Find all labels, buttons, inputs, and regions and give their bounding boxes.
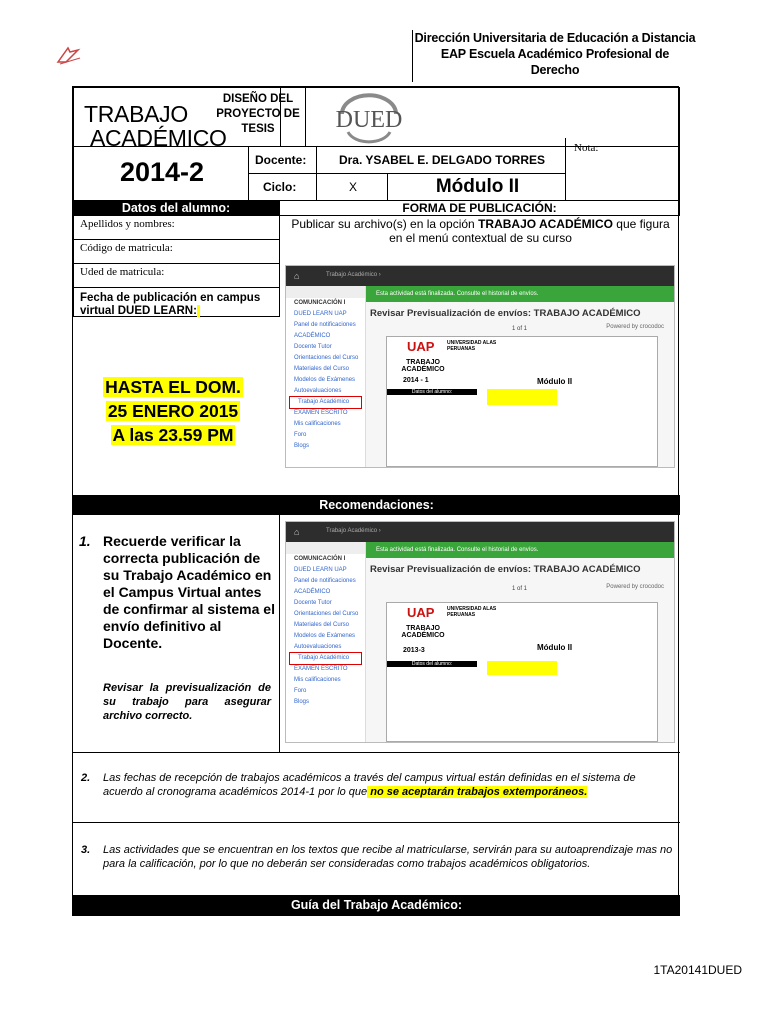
- fecha-text: Fecha de publicación en campus virtual DUED LEARN:: [80, 292, 261, 317]
- title-line-2: ACADÉMICO: [90, 125, 227, 151]
- docente-label: Docente:: [255, 153, 307, 167]
- recommendation-item-3: [73, 823, 680, 895]
- course-cell: [209, 87, 305, 147]
- thumb-modulo: Módulo II: [537, 643, 573, 652]
- thumb-deadline: [487, 661, 557, 675]
- menu-item: ACADÉMICO: [294, 589, 331, 595]
- menu-item: Autoevaluaciones: [294, 644, 342, 650]
- status-bar: Esta actividad está finalizada. Consulte el historial de envíos.: [366, 286, 674, 302]
- institution-line: EAP Escuela Académico Profesional de: [440, 47, 670, 61]
- breadcrumb: Trabajo Académico ›: [326, 272, 381, 278]
- logo-text: DUED: [335, 107, 403, 133]
- recommendation-item-1: [73, 515, 680, 753]
- menu-item: DUED LEARN UAP: [294, 567, 347, 573]
- document-preview: [386, 602, 658, 742]
- fecha-cell: [73, 287, 280, 317]
- preview-title: Revisar Previsualización de envíos: TRABAJO ACADÉMICO: [370, 564, 641, 575]
- student-field-names: [73, 215, 280, 240]
- menu-toolbar: [286, 286, 365, 298]
- docente-value: Dra. YSABEL E. DELGADO TORRES: [338, 153, 546, 167]
- nota-label: Nota:: [574, 142, 599, 154]
- menu-item: COMUNICACIÓN I: [294, 556, 346, 562]
- menu-item: Modelos de Exámenes: [294, 377, 356, 383]
- docente-label-cell: [248, 146, 317, 174]
- deadline-line: A las 23.59 PM: [112, 425, 234, 445]
- thumb-univ: UNIVERSIDAD ALAS PERUANAS: [447, 340, 497, 352]
- recommendation-item-2: [73, 753, 680, 823]
- column-divider: [279, 515, 280, 753]
- breadcrumb: Trabajo Académico ›: [326, 528, 381, 534]
- rec-text: [103, 771, 673, 799]
- header-divider: [412, 30, 413, 82]
- deadline-line: HASTA EL DOM.: [105, 377, 241, 397]
- ciclo-value-cell: [316, 173, 388, 201]
- modulo-value: Módulo II: [435, 176, 520, 197]
- deadline: [81, 375, 265, 447]
- period-cell: [73, 146, 249, 201]
- rec-text-body: Las fechas de recepción de trabajos académicos a través del campus virtual están definidas en el sistema de acuerdo al cronograma académicos 2014-1 por lo que: [103, 772, 636, 798]
- nota-cell: [565, 138, 680, 201]
- publication-text-a: Publicar su archivo(s) en la opción: [291, 217, 479, 231]
- rec-number: 2.: [81, 772, 91, 784]
- menu-item: Panel de notificaciones: [294, 578, 356, 584]
- menu-item: EXAMEN ESCRITO: [294, 410, 348, 416]
- menu-item-highlighted: Trabajo Académico: [290, 653, 361, 664]
- pager: 1 of 1: [512, 586, 528, 592]
- menu-item: ACADÉMICO: [294, 333, 331, 339]
- modulo-cell: [387, 173, 566, 201]
- ciclo-value: X: [348, 180, 357, 194]
- powered-by: Powered by crocodoc: [606, 584, 664, 590]
- title-line-1: TRABAJO: [84, 101, 188, 127]
- menu-item: Panel de notificaciones: [294, 322, 356, 328]
- course-name: DISEÑO DEL PROYECTO DE TESIS: [216, 93, 300, 135]
- field-label: Uded de matricula:: [80, 266, 165, 278]
- publication-text: [283, 217, 678, 245]
- menu-item: Blogs: [294, 699, 310, 705]
- guia-header: Guía del Trabajo Académico:: [73, 895, 680, 916]
- rec-note: Revisar la previsualización de su trabajo para asegurar archivo correcto.: [103, 682, 271, 722]
- menu-item: Mis calificaciones: [294, 677, 341, 683]
- menu-item: Orientaciones del Curso: [294, 355, 359, 361]
- powered-by: Powered by crocodoc: [606, 324, 664, 330]
- academic-form: [72, 86, 679, 916]
- fecha-marker: [197, 305, 200, 317]
- publication-text-bold: TRABAJO ACADÉMICO: [478, 217, 613, 231]
- publication-header-cell: [279, 200, 680, 216]
- rec-text: Recuerde verificar la correcta publicación de su Trabajo Académico en el Campus Virtual antes de confirmar al sistema el envío definitivo al Docente.: [103, 533, 275, 651]
- publication-header: FORMA DE PUBLICACIÓN:: [402, 201, 557, 215]
- screenshot-menu: [286, 542, 366, 742]
- home-icon: ⌂: [294, 527, 300, 537]
- thumb-modulo: Módulo II: [537, 377, 573, 386]
- student-field-uded: [73, 263, 280, 288]
- document-code: 1TA20141DUED: [653, 963, 742, 977]
- menu-item: Foro: [294, 432, 307, 438]
- menu-item: COMUNICACIÓN I: [294, 300, 346, 306]
- student-data-header: Datos del alumno:: [73, 200, 279, 216]
- thumb-uap: UAP: [407, 605, 435, 620]
- preview-title: Revisar Previsualización de envíos: TRABAJO ACADÉMICO: [370, 308, 641, 319]
- institution-line: Derecho: [530, 63, 580, 77]
- document-preview: [386, 336, 658, 467]
- institution-line: Dirección Universitaria de Educación a Distancia: [414, 31, 696, 45]
- screenshot-menu: [286, 286, 366, 467]
- menu-toolbar: [286, 542, 365, 554]
- thumb-univ: UNIVERSIDAD ALAS PERUANAS: [447, 606, 497, 618]
- menu-item: Materiales del Curso: [294, 622, 350, 628]
- campus-screenshot-1: [285, 265, 675, 468]
- menu-item: EXAMEN ESCRITO: [294, 666, 348, 672]
- rec-text: Las actividades que se encuentran en los textos que recibe al matricularse, servirán para su autoaprendizaje mas no para la calificación, por lo que no deberán ser consideradas como trabajos académicos obligatorios.: [103, 844, 673, 870]
- thumb-title: TRABAJO ACADÉMICO: [401, 359, 445, 373]
- home-icon: ⌂: [294, 271, 300, 281]
- thumb-uap: UAP: [407, 339, 435, 354]
- fecha-label: [80, 292, 276, 318]
- ciclo-label-cell: [248, 173, 317, 201]
- docente-value-cell: [316, 146, 566, 174]
- status-bar: Esta actividad está finalizada. Consulte el historial de envíos.: [366, 542, 674, 558]
- thumb-title: TRABAJO ACADÉMICO: [401, 625, 445, 639]
- dued-logo: [314, 92, 424, 144]
- menu-item: Orientaciones del Curso: [294, 611, 359, 617]
- rec-number: 3.: [81, 844, 91, 856]
- menu-item: Modelos de Exámenes: [294, 633, 356, 639]
- rec-text-highlight: no se aceptarán trabajos extemporáneos.: [367, 786, 588, 798]
- field-label: Código de matricula:: [80, 242, 173, 254]
- student-field-code: [73, 239, 280, 264]
- thumb-period: 2014 - 1: [403, 377, 429, 384]
- thumb-period: 2013-3: [403, 647, 425, 654]
- menu-item: Blogs: [294, 443, 310, 449]
- dued-mark-icon: [56, 44, 82, 66]
- menu-item: Foro: [294, 688, 307, 694]
- menu-item: Docente Tutor: [294, 600, 332, 606]
- thumb-datos: Datos del alumno:: [387, 661, 477, 667]
- menu-item: Mis calificaciones: [294, 421, 341, 427]
- menu-item: Docente Tutor: [294, 344, 332, 350]
- screenshot-topbar: [286, 266, 674, 286]
- menu-item: Materiales del Curso: [294, 366, 350, 372]
- menu-item: Autoevaluaciones: [294, 388, 342, 394]
- recommendations-header: Recomendaciones:: [73, 495, 680, 515]
- thumb-datos: Datos del alumno:: [387, 389, 477, 395]
- rec-number: 1.: [79, 533, 91, 549]
- menu-item-highlighted: Trabajo Académico: [290, 397, 361, 408]
- pager: 1 of 1: [512, 326, 528, 332]
- period-value: 2014-2: [119, 157, 205, 187]
- campus-screenshot-2: [285, 521, 675, 743]
- publication-text-b: que figura en el menú contextual de su curso: [389, 217, 670, 245]
- field-label: Apellidos y nombres:: [80, 218, 175, 230]
- menu-item: DUED LEARN UAP: [294, 311, 347, 317]
- institution-heading: [414, 30, 696, 78]
- screenshot-topbar: [286, 522, 674, 542]
- thumb-deadline: [487, 389, 557, 405]
- deadline-line: 25 ENERO 2015: [107, 401, 239, 421]
- ciclo-label: Ciclo:: [263, 180, 297, 194]
